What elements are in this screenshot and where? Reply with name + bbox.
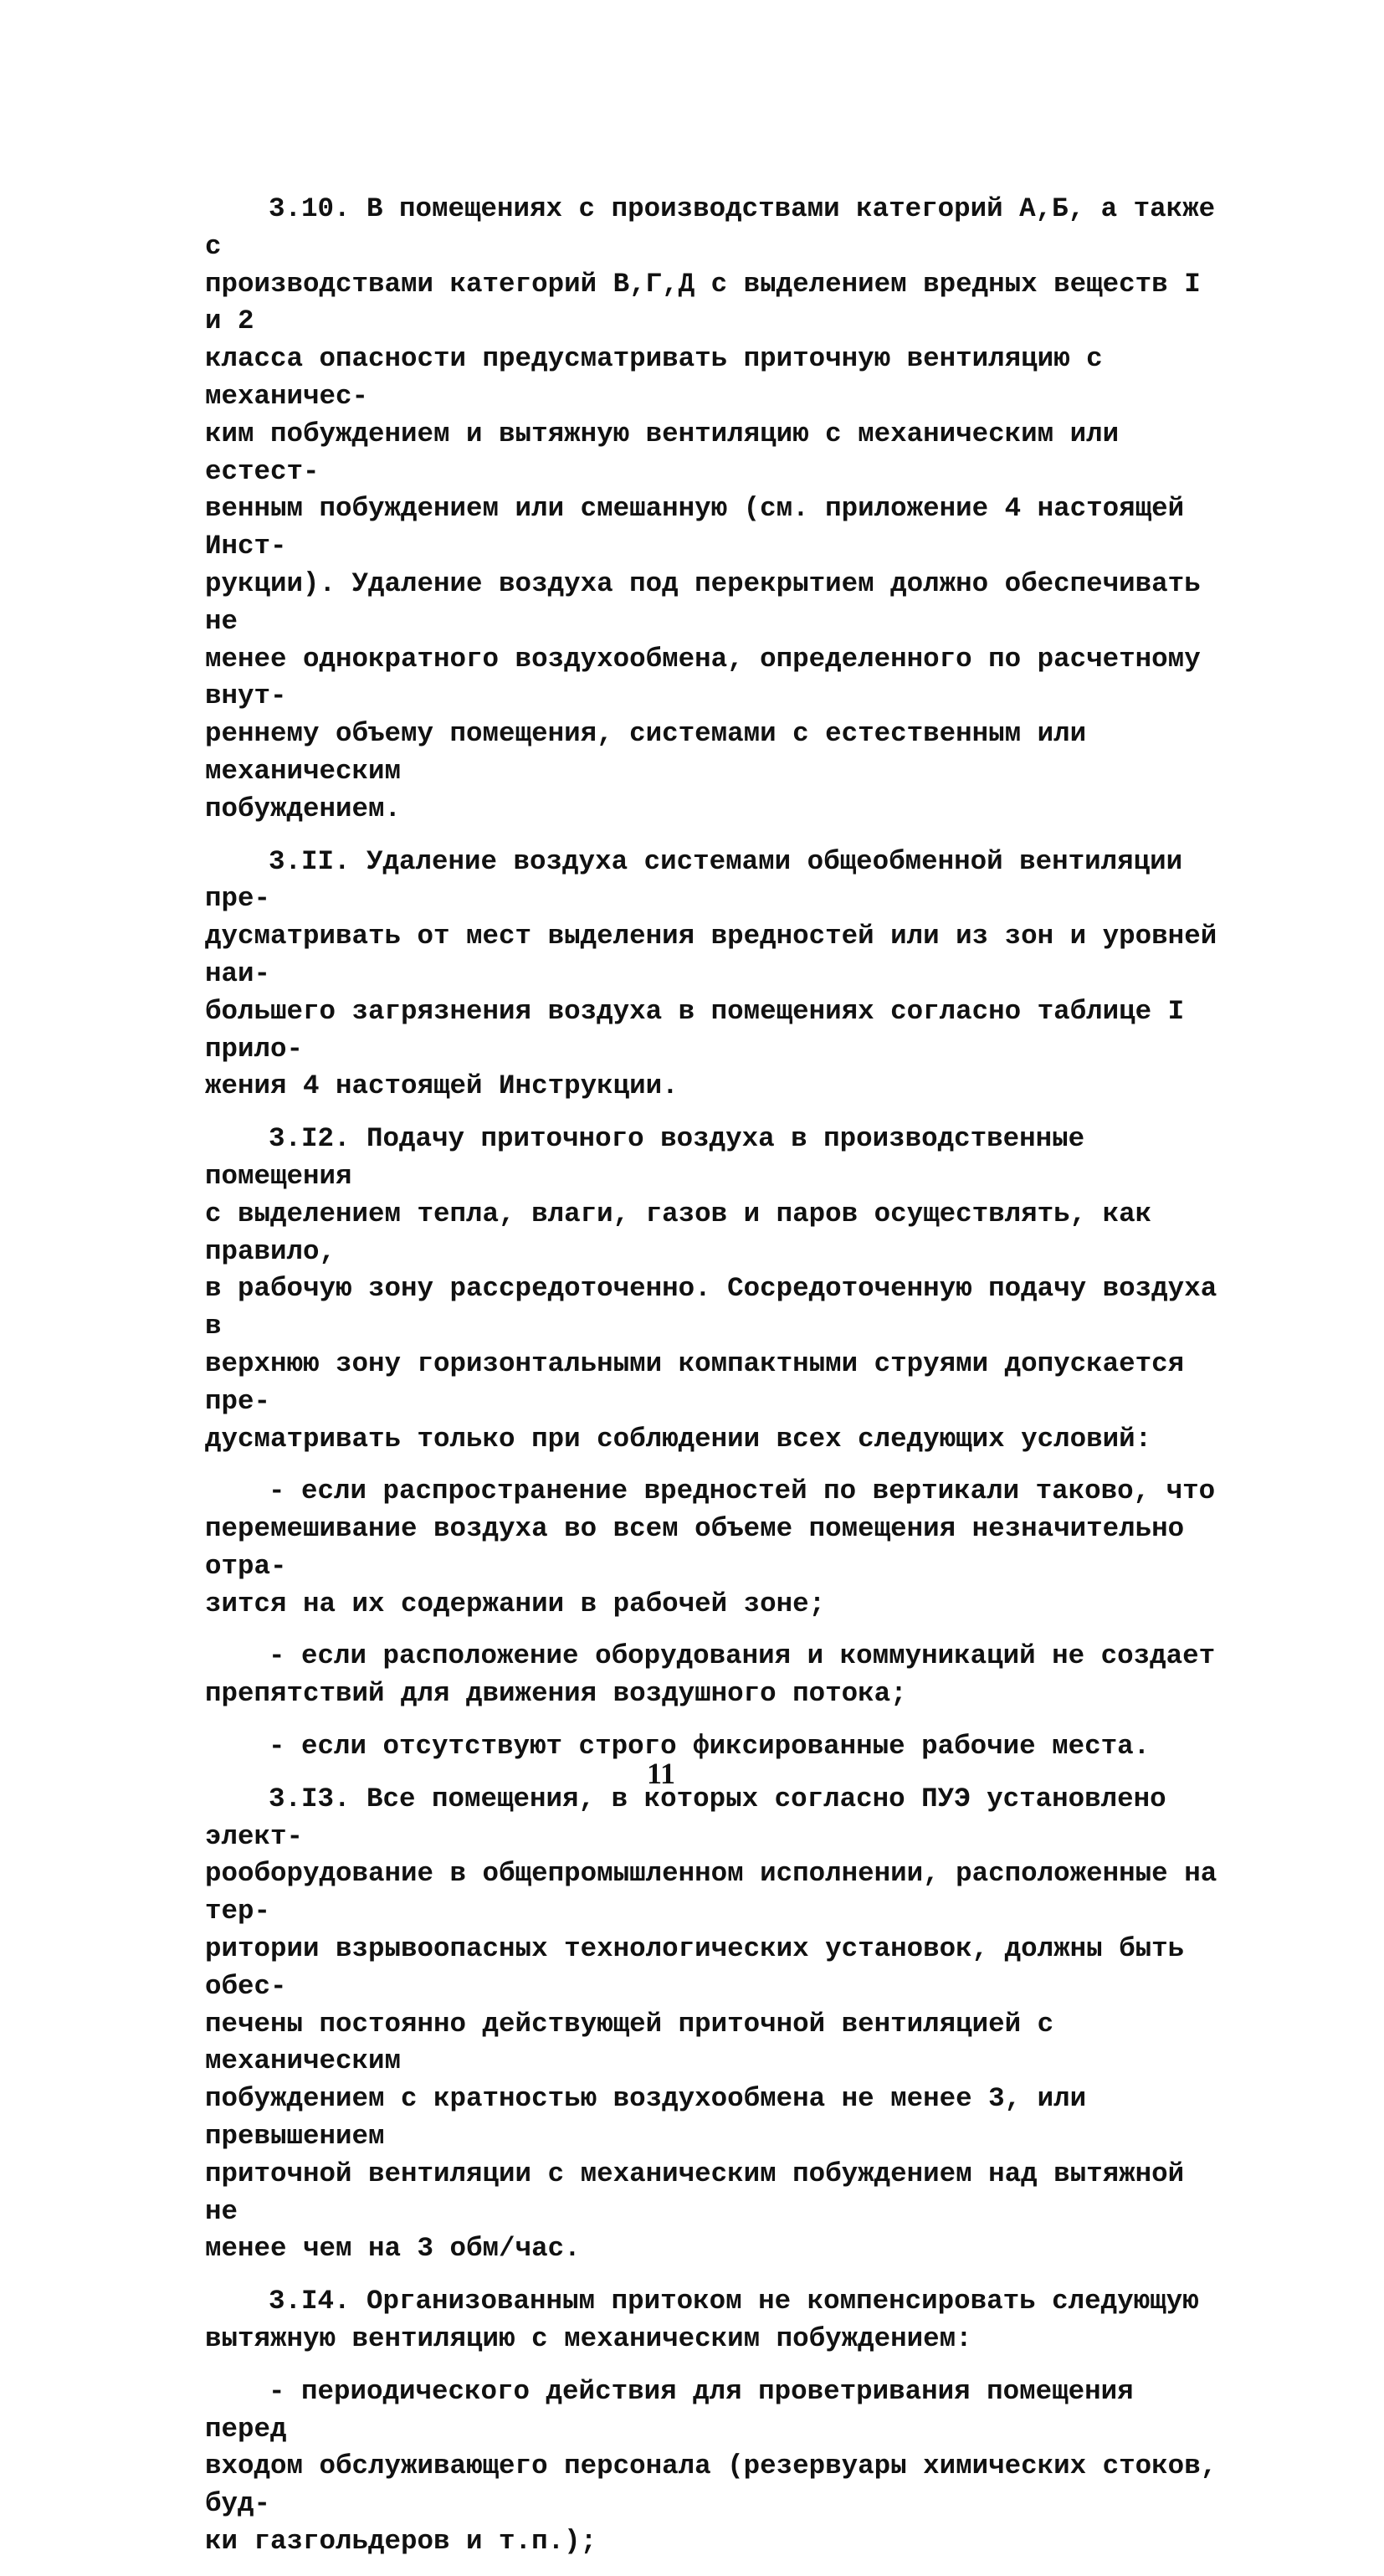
document-content <box>205 191 1228 2576</box>
paragraph-3-12-list-item-1: - если распространение вредностей по вертикали таково, что перемешивание воздуха во всем объеме помещения незначительно отра- зится на их содержании в рабочей зоне; <box>205 1475 1216 1619</box>
paragraph-3-10: 3.10. В помещениях с производствами категорий А,Б, а также с производствами категорий В,Г,Д с выделением вредных веществ I и 2 класса опасности предусматривать приточную вентиляцию с механичес- ким побуждением и вытяжную вентиляцию с механическим или естест- венным побуждением или смешанную (см. приложение 4 настоящей Инст- рукции). Удаление воздуха под перекрытием должно обеспечивать не менее однократного воздухообмена, определенного по расчетному внут- реннему объему помещения, системами с естественным или механическим побуждением. <box>205 193 1216 824</box>
paragraph-3-12-list-item-2: - если расположение оборудования и коммуникаций не создает препятствий для движения воздушного потока; <box>205 1640 1216 1710</box>
paragraph-3-12: 3.I2. Подачу приточного воздуха в производственные помещения с выделением тепла, влаги, газов и паров осуществлять, как правило, в рабочую зону рассредоточенно. Сосредоточенную подачу воздуха в верхнюю зону горизонтальными компактными струями допускается пре- дусматривать только при соблюдении всех следующих условий: <box>205 1123 1217 1455</box>
paragraph-3-14: 3.I4. Организованным притоком не компенсировать следующую вытяжную вентиляцию с механическим побуждением: <box>205 2286 1199 2355</box>
paragraph-3-12-list-item-3: - если отсутствуют строго фиксированные рабочие места. <box>269 1731 1151 1763</box>
page-number: 11 <box>646 1757 675 1790</box>
paragraph-3-11: 3.II. Удаление воздуха системами общеобменной вентиляции пре- дусматривать от мест выделения вредностей или из зон и уровней наи- большего загрязнения воздуха в помещениях согласно таблице I прило- жения 4 настоящей Инструкции. <box>205 845 1217 1102</box>
paragraph-3-13: 3.I3. Все помещения, в которых согласно ПУЭ установлено элект- рооборудование в общепромышленном исполнении, расположенные на тер- ритории взрывоопасных технологических установок, должны быть обес- печены постоянно действующей приточной вентиляцией с механическим побуждением с кратностью воздухообмена не менее 3, или превышением приточной вентиляции с механическим побуждением над вытяжной не менее чем на 3 обм/час. <box>205 1783 1217 2265</box>
paragraph-3-14-list-item-1: - периодического действия для проветривания помещения перед входом обслуживающего персонала (резервуары химических стоков, буд- ки газгольдеров и т.п.); <box>205 2375 1217 2558</box>
